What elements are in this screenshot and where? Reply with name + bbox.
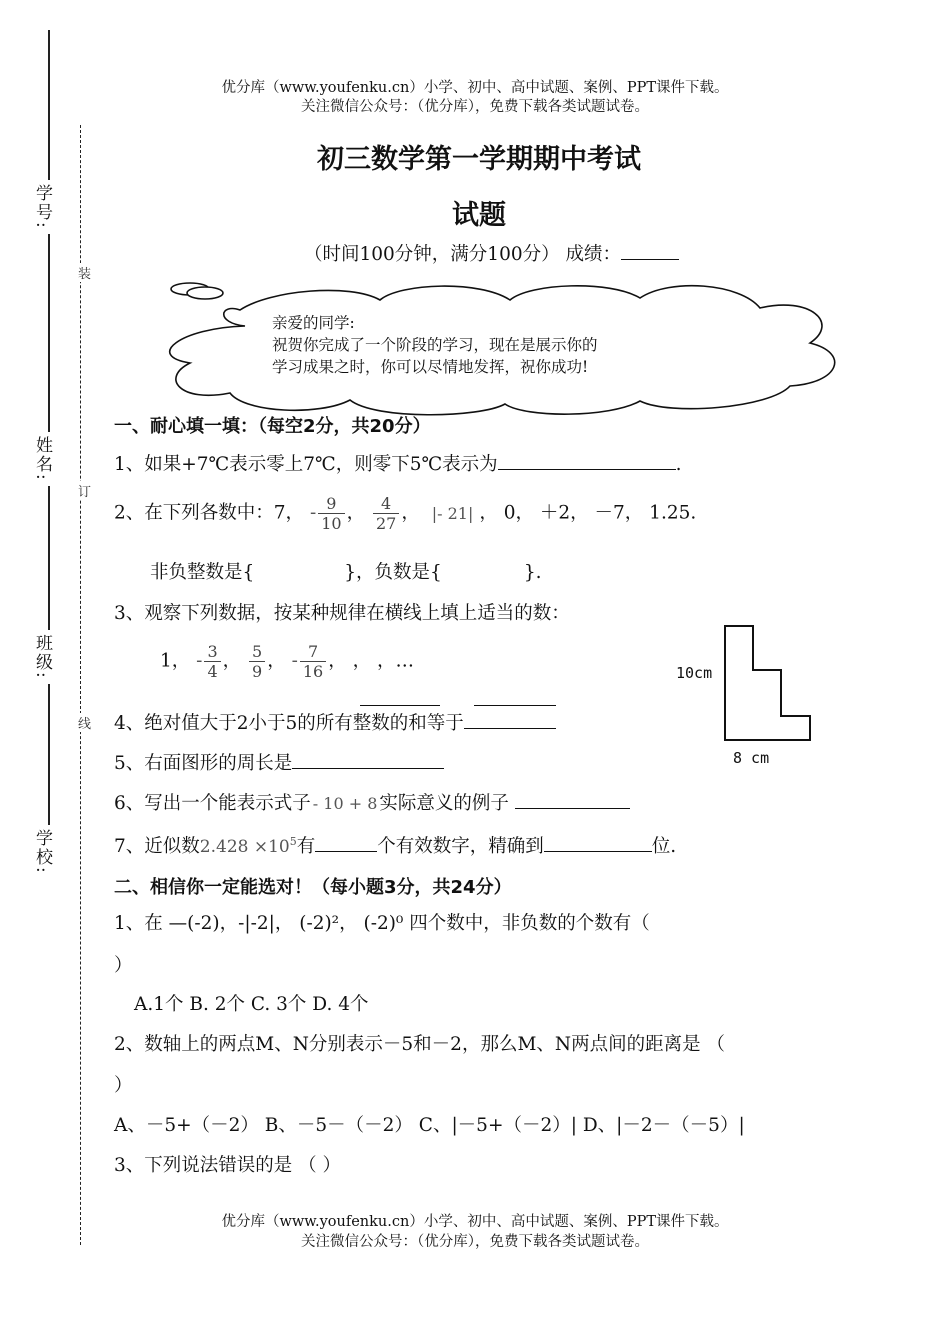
q1-1-end: . xyxy=(675,454,682,475)
question-1-6 xyxy=(114,790,630,816)
q1-2-negative-label: }，负数是{ xyxy=(344,562,442,583)
exam-subtitle: 试题 xyxy=(452,200,506,231)
exam-info xyxy=(304,241,679,267)
q1-3-f3-sign: - xyxy=(291,650,298,672)
section2-heading: 二、相信你一定能选对！（每小题3分，共24分） xyxy=(114,877,512,898)
q1-2-end: }. xyxy=(523,562,542,583)
question-2-1: 1、在 —(-2)，-|-2|， (-2)²， (-2)⁰ 四个数中，非负数的个数有（ xyxy=(114,913,650,934)
question-2-2-close: ） xyxy=(114,1075,133,1096)
q1-6-end: 实际意义的例子 xyxy=(379,793,509,814)
section1-heading: 一、耐心填一填：（每空2分，共20分） xyxy=(114,416,431,437)
q1-3-fraction-1: $\frac{3}{4}$ xyxy=(204,642,220,681)
figure-height-label: 10cm xyxy=(676,664,713,682)
header-line-2: 关注微信公众号：（优分库），免费下载各类试题试卷。 xyxy=(301,99,649,115)
q1-2-abs-value: |- 21| xyxy=(431,503,474,523)
margin-student-id-label: 学号: xyxy=(30,180,55,234)
q1-5-text: 5、右面图形的周长是 xyxy=(114,753,293,774)
margin-bind-char: 装 xyxy=(78,263,91,282)
question-2-1-close: ） xyxy=(114,955,133,976)
question-2-2-options[interactable]: A、－5+（－2） B、－5－（－2） C、|－5+（－2）| D、|－2－（－5）| xyxy=(114,1115,745,1136)
margin-staple-char: 订 xyxy=(78,481,91,500)
q1-2-fraction-1: $\frac{9}{10}$ xyxy=(318,494,344,533)
question-1-2-line2 xyxy=(150,561,541,585)
q1-1-text: 1、如果+7℃表示零上7℃，则零下5℃表示为 xyxy=(114,454,498,475)
q1-2-frac1-sign: - xyxy=(309,502,317,524)
q1-7-exponent: 5 xyxy=(289,835,297,848)
q1-6-text: 6、写出一个能表示式子 xyxy=(114,793,311,814)
margin-school-label: 学校: xyxy=(30,825,55,879)
q1-3-blank-1[interactable] xyxy=(360,705,440,706)
question-2-3: 3、下列说法错误的是 （ ） xyxy=(114,1155,342,1176)
cloud-line-1: 亲爱的同学: xyxy=(272,314,355,332)
exam-info-text: （时间100分钟，满分100分） 成绩： xyxy=(304,244,622,265)
q1-3-seq-end: ， ， ，… xyxy=(328,650,414,672)
q1-2-fraction-2: $\frac{4}{27}$ xyxy=(373,494,399,533)
q1-5-blank[interactable] xyxy=(292,750,444,769)
q1-6-expression: - 10 + 8 xyxy=(312,794,378,813)
q1-2-prefix: 2、在下列各数中：7， xyxy=(114,502,305,524)
q1-6-blank[interactable] xyxy=(515,790,630,809)
q1-7-mid2: 个有效数字，精确到 xyxy=(377,836,544,858)
footer-line-1: 优分库（www.youfenku.cn）小学、初中、高中试题、案例、PPT课件下载。 xyxy=(221,1214,729,1230)
q1-7-blank-1[interactable] xyxy=(315,833,377,852)
q1-7-blank-2[interactable] xyxy=(544,833,652,852)
q1-4-text: 4、绝对值大于2小于5的所有整数的和等于 xyxy=(114,713,464,734)
q1-2-nonneg-label: 非负整数是{ xyxy=(150,562,255,583)
q1-7-mid: 有 xyxy=(296,836,316,858)
margin-dashed-line xyxy=(80,125,81,1245)
question-2-1-options[interactable]: A.1个 B. 2个 C. 3个 D. 4个 xyxy=(134,994,369,1015)
margin-class-label: 班级: xyxy=(30,630,55,684)
exam-title: 初三数学第一学期期中考试 xyxy=(317,144,641,175)
q1-3-fraction-2: $\frac{5}{9}$ xyxy=(249,642,265,681)
margin-name-label: 姓名: xyxy=(30,432,55,486)
q1-3-fraction-3: $\frac{7}{16}$ xyxy=(300,642,326,681)
cloud-line-3: 学习成果之时，你可以尽情地发挥，祝你成功! xyxy=(272,358,589,376)
question-1-2: 2、在下列各数中：7， - $\frac{9}{10}$ ， $\frac{4}{27}$ ， |- 21| ， 0， ＋2， －7， 1.25. xyxy=(114,494,697,533)
question-1-1 xyxy=(114,451,682,477)
score-blank[interactable] xyxy=(621,241,679,260)
q1-7-number: 2.428 ×10 xyxy=(199,837,290,858)
question-1-5 xyxy=(114,750,444,776)
question-1-4 xyxy=(114,710,556,736)
question-1-3-sequence: 1， - $\frac{3}{4}$ ， $\frac{5}{9}$ ， - $\frac{7}{16}$ ， ， ，… xyxy=(160,642,414,681)
cloud-line-2: 祝贺你完成了一个阶段的学习，现在是展示你的 xyxy=(272,336,598,354)
question-2-2: 2、数轴上的两点M、N分别表示－5和－2，那么M、N两点间的距离是 （ xyxy=(114,1034,725,1055)
margin-line-char: 线 xyxy=(78,713,91,732)
q1-2-rest: ， 0， ＋2， －7， 1.25. xyxy=(479,502,697,524)
q1-1-blank[interactable] xyxy=(498,451,676,470)
q1-3-seq-start: 1， xyxy=(160,650,191,672)
header-line-1: 优分库（www.youfenku.cn）小学、初中、高中试题、案例、PPT课件下载。 xyxy=(221,80,729,96)
footer-line-2: 关注微信公众号：（优分库），免费下载各类试题试卷。 xyxy=(301,1234,649,1250)
q1-3-f1-sign: - xyxy=(196,650,203,672)
figure-width-label: 8 cm xyxy=(733,749,770,767)
question-1-3: 3、观察下列数据，按某种规律在横线上填上适当的数： xyxy=(114,603,570,624)
staircase-figure xyxy=(720,622,820,747)
q1-7-end: 位. xyxy=(651,836,677,858)
question-1-7 xyxy=(114,830,676,859)
q1-7-text: 7、近似数 xyxy=(114,836,200,858)
q1-4-blank[interactable] xyxy=(464,710,556,729)
q1-3-blank-2[interactable] xyxy=(474,705,556,706)
